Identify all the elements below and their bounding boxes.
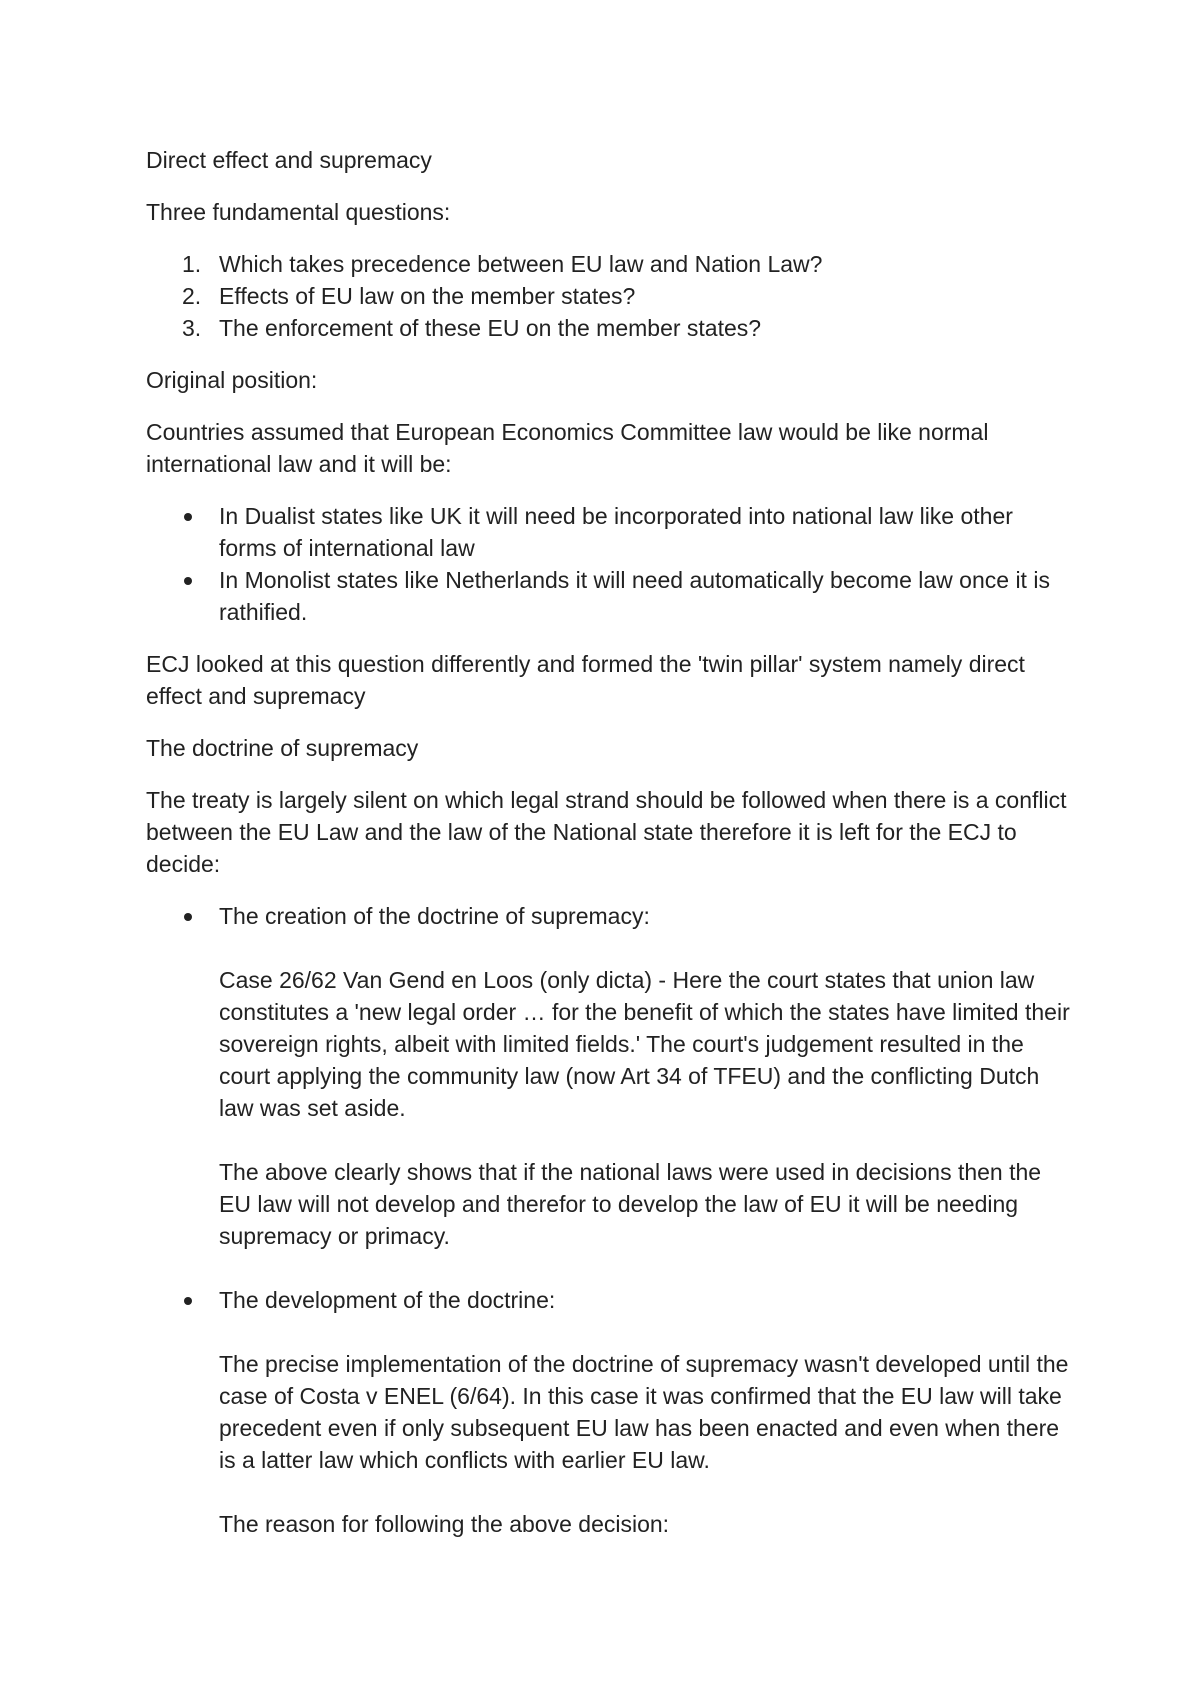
list-number: 3. [182, 315, 202, 341]
list-item-paragraph: The reason for following the above decision: [219, 1511, 670, 1537]
list-item-text: Effects of EU law on the member states? [219, 283, 636, 309]
list-number: 1. [182, 251, 202, 277]
countries-paragraph: Countries assumed that European Economics Committee law would be like normal international law and it will be: [146, 419, 989, 477]
bullet-icon [184, 513, 192, 521]
list-item-label: The creation of the doctrine of supremacy: [219, 903, 650, 929]
document-page [146, 144, 1076, 1560]
questions-list [146, 248, 1076, 344]
list-item-paragraph: The above clearly shows that if the national laws were used in decisions then the EU law will not develop and therefor to develop the law of EU it will be needing supremacy or primacy. [219, 1159, 1042, 1249]
bullet-icon [184, 577, 192, 585]
list-item-label: The development of the doctrine: [219, 1287, 556, 1313]
list-item [146, 1284, 1076, 1540]
list-item [146, 900, 1076, 1252]
doctrine-heading: The doctrine of supremacy [146, 735, 419, 761]
page-heading: Direct effect and supremacy [146, 147, 432, 173]
list-item-text: In Dualist states like UK it will need be incorporated into national law like other forms of international law [219, 503, 1013, 561]
treaty-paragraph: The treaty is largely silent on which legal strand should be followed when there is a conflict between the EU Law and the law of the National state therefore it is left for the ECJ to decide: [146, 787, 1067, 877]
list-item [146, 248, 1076, 280]
list-item-text: In Monolist states like Netherlands it will need automatically become law once it is rathified. [219, 567, 1050, 625]
list-item-paragraph: The precise implementation of the doctrine of supremacy wasn't developed until the case of Costa v ENEL (6/64). In this case it was confirmed that the EU law will take precedent even if only subsequent EU law has been enacted and even when there is a latter law which conflicts with earlier EU law. [219, 1351, 1069, 1473]
list-item [146, 564, 1076, 628]
doctrine-bullets [146, 900, 1076, 1540]
questions-intro: Three fundamental questions: [146, 199, 451, 225]
list-item-text: The enforcement of these EU on the member states? [219, 315, 762, 341]
list-item [146, 500, 1076, 564]
list-item [146, 280, 1076, 312]
ecj-paragraph: ECJ looked at this question differently and formed the 'twin pillar' system namely direct effect and supremacy [146, 651, 1025, 709]
list-number: 2. [182, 283, 202, 309]
original-position-heading: Original position: [146, 367, 318, 393]
bullet-icon [184, 913, 192, 921]
list-item-paragraph: Case 26/62 Van Gend en Loos (only dicta) - Here the court states that union law constitutes a 'new legal order … for the benefit of which the states have limited their sovereign rights, albeit with limited fields.' The court's judgement resulted in the court applying the community law (now Art 34 of TFEU) and the conflicting Dutch law was set aside. [219, 967, 1070, 1121]
list-item-text: Which takes precedence between EU law and Nation Law? [219, 251, 823, 277]
list-item [146, 312, 1076, 344]
state-bullets [146, 500, 1076, 628]
bullet-icon [184, 1297, 192, 1305]
